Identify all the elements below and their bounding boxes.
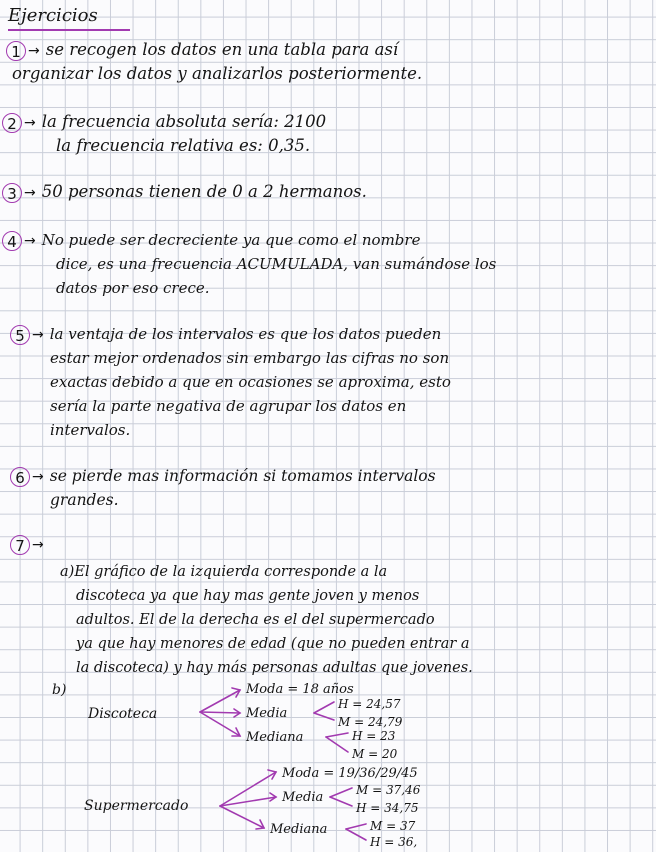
supermercado-media-h: M = 37,46 xyxy=(356,783,421,797)
page-title: Ejercicios xyxy=(8,5,98,26)
super-media-sub-arrow-2 xyxy=(330,797,352,806)
arrow-icon: → xyxy=(24,233,36,249)
exercise-number-1: 1 xyxy=(6,41,26,61)
discoteca-mediana-sub-arrow-1 xyxy=(326,733,348,737)
exercise-2-line-2: la frecuencia relativa es: 0,35. xyxy=(56,136,311,155)
discoteca-label: Discoteca xyxy=(88,706,158,722)
part-a-label: a) xyxy=(60,564,75,580)
supermercado-mediana-h: M = 37 xyxy=(370,819,416,833)
part-a-line-1: a)El gráfico de la izquierda corresponde a la xyxy=(60,564,388,580)
arrow-icon: → xyxy=(28,43,40,59)
discoteca-mediana-m: M = 20 xyxy=(352,747,398,761)
exercise-1-line-2: organizar los datos y analizarlos posteriormente. xyxy=(12,64,423,83)
exercise-1-line-1: 1 → se recogen los datos en una tabla para así xyxy=(6,40,398,61)
exercise-4-line-3: datos por eso crece. xyxy=(56,279,210,297)
exercise-4-line-1: 4 → No puede ser decreciente ya que como el nombre xyxy=(2,230,420,251)
discoteca-mediana-sub-arrow-2 xyxy=(326,737,348,752)
supermercado-mediana: Mediana xyxy=(270,822,328,837)
supermercado-media: Media xyxy=(282,790,324,805)
part-a-line-3: adultos. El de la derecha es el del supermercado xyxy=(76,612,435,628)
discoteca-moda: Moda = 18 años xyxy=(246,682,354,697)
exercise-5-line-1: 5 → la ventaja de los intervalos es que los datos pueden xyxy=(10,324,441,345)
exercise-number-5: 5 xyxy=(10,325,30,345)
discoteca-mediana: Mediana xyxy=(246,730,304,745)
discoteca-media: Media xyxy=(246,706,288,721)
exercise-number-3: 3 xyxy=(2,183,22,203)
part-a-line-2: discoteca ya que hay mas gente joven y menos xyxy=(76,588,420,604)
discoteca-media-h: H = 24,57 xyxy=(338,697,401,711)
exercise-4-line-2: dice, es una frecuencia ACUMULADA, van sumándose los xyxy=(56,255,497,273)
super-mediana-sub-arrow-1 xyxy=(346,824,366,829)
discoteca-arrow-media xyxy=(200,712,240,713)
supermercado-media-m: H = 34,75 xyxy=(356,801,419,815)
exercise-number-2: 2 xyxy=(2,113,22,133)
arrow-icon: → xyxy=(32,469,44,485)
exercise-5-line-3: exactas debido a que en ocasiones se aproxima, esto xyxy=(50,373,451,391)
part-a-line-5: la discoteca) y hay más personas adultas que jovenes. xyxy=(76,660,473,676)
exercise-3-line-1: 3 → 50 personas tienen de 0 a 2 hermanos. xyxy=(2,182,367,203)
discoteca-media-m: M = 24,79 xyxy=(338,715,403,729)
super-arrow-mediana xyxy=(220,806,264,828)
discoteca-media-sub-arrow-2 xyxy=(314,713,334,720)
discoteca-arrow-mediana xyxy=(200,712,240,736)
arrow-icon: → xyxy=(24,115,36,131)
exercise-6-line-1: 6 → se pierde mas información si tomamos intervalos xyxy=(10,466,436,487)
exercise-6-line-2: grandes. xyxy=(50,491,119,509)
part-b-label: b) xyxy=(52,682,67,698)
exercise-number-4: 4 xyxy=(2,231,22,251)
exercise-2-line-1: 2 → la frecuencia absoluta sería: 2100 xyxy=(2,112,326,133)
discoteca-media-sub-arrow-1 xyxy=(314,702,334,713)
supermercado-label: Supermercado xyxy=(84,798,189,814)
supermercado-mediana-m: H = 36, xyxy=(370,835,418,849)
exercise-number-6: 6 xyxy=(10,467,30,487)
exercise-5-line-4: sería la parte negativa de agrupar los datos en xyxy=(50,397,407,415)
exercise-number-7: 7 xyxy=(10,535,30,555)
exercise-5-line-5: intervalos. xyxy=(50,421,131,439)
arrow-icon: → xyxy=(32,327,44,343)
arrow-icon: → xyxy=(32,537,44,553)
arrow-icon: → xyxy=(24,185,36,201)
super-mediana-sub-arrow-2 xyxy=(346,829,366,840)
discoteca-mediana-h: H = 23 xyxy=(352,729,396,743)
part-a-line-4: ya que hay menores de edad (que no pueden entrar a xyxy=(76,636,470,652)
super-media-sub-arrow-1 xyxy=(330,788,352,797)
exercise-5-line-2: estar mejor ordenados sin embargo las cifras no son xyxy=(50,349,450,367)
supermercado-moda: Moda = 19/36/29/45 xyxy=(282,766,418,781)
